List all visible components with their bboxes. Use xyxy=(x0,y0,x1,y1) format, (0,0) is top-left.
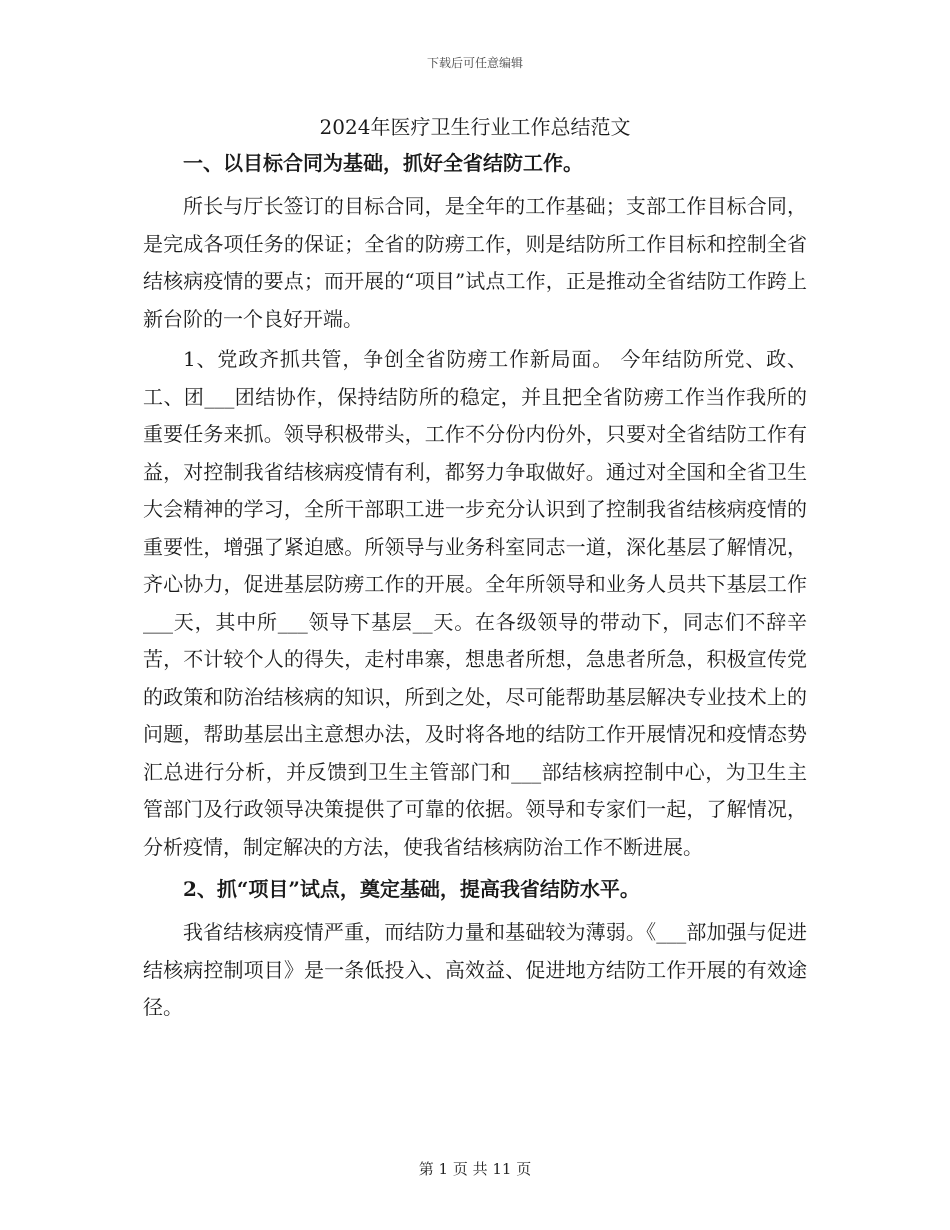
paragraph-2: 1、党政齐抓共管，争创全省防痨工作新局面。 今年结防所党、政、工、团___团结协作，保持结防所的稳定，并且把全省防痨工作当作我所的重要任务来抓。领导积极带头，工作不分份内份外，只要对全省结防工作有益，对控制我省结核病疫情有利，都努力争取做好。通过对全国和全省卫生大会精神的学习，全所干部职工进一步充分认识到了控制我省结核病疫情的重要性，增强了紧迫感。所领导与业务科室同志一道，深化基层了解情况，齐心协力，促进基层防痨工作的开展。全年所领导和业务人员共下基层工作___天，其中所___领导下基层__天。在各级领导的带动下，同志们不辞辛苦，不计较个人的得失，走村串寨，想患者所想，急患者所急，积极宣传党的政策和防治结核病的知识，所到之处，尽可能帮助基层解决专业技术上的问题，帮助基层出主意想办法，及时将各地的结防工作开展情况和疫情态势汇总进行分析，并反馈到卫生主管部门和___部结核病控制中心，为卫生主管部门及行政领导决策提供了可靠的依据。领导和专家们一起，了解情况，分析疫情，制定解决的方法，使我省结核病防治工作不断进展。 xyxy=(143,347,807,859)
document-title: 2024年医疗卫生行业工作总结范文 xyxy=(319,115,631,139)
paragraph-3: 我省结核病疫情严重，而结防力量和基础较为薄弱。《___部加强与促进结核病控制项目》是一条低投入、高效益、促进地方结防工作开展的有效途径。 xyxy=(143,920,807,1019)
section-heading-2: 2、抓“项目”试点，奠定基础，提高我省结防水平。 xyxy=(183,877,640,901)
section-heading-1: 一、以目标合同为基础，抓好全省结防工作。 xyxy=(183,151,583,175)
paragraph-1: 所长与厅长签订的目标合同，是全年的工作基础；支部工作目标合同，是完成各项任务的保证；全省的防痨工作，则是结防所工作目标和控制全省结核病疫情的要点；而开展的“项目”试点工作，正是推动全省结防工作跨上新台阶的一个良好开端。 xyxy=(143,194,807,331)
page-footer: 第 1 页 共 11 页 xyxy=(418,1160,532,1178)
document-body xyxy=(143,112,807,1030)
header-note: 下载后可任意编辑 xyxy=(426,56,523,70)
